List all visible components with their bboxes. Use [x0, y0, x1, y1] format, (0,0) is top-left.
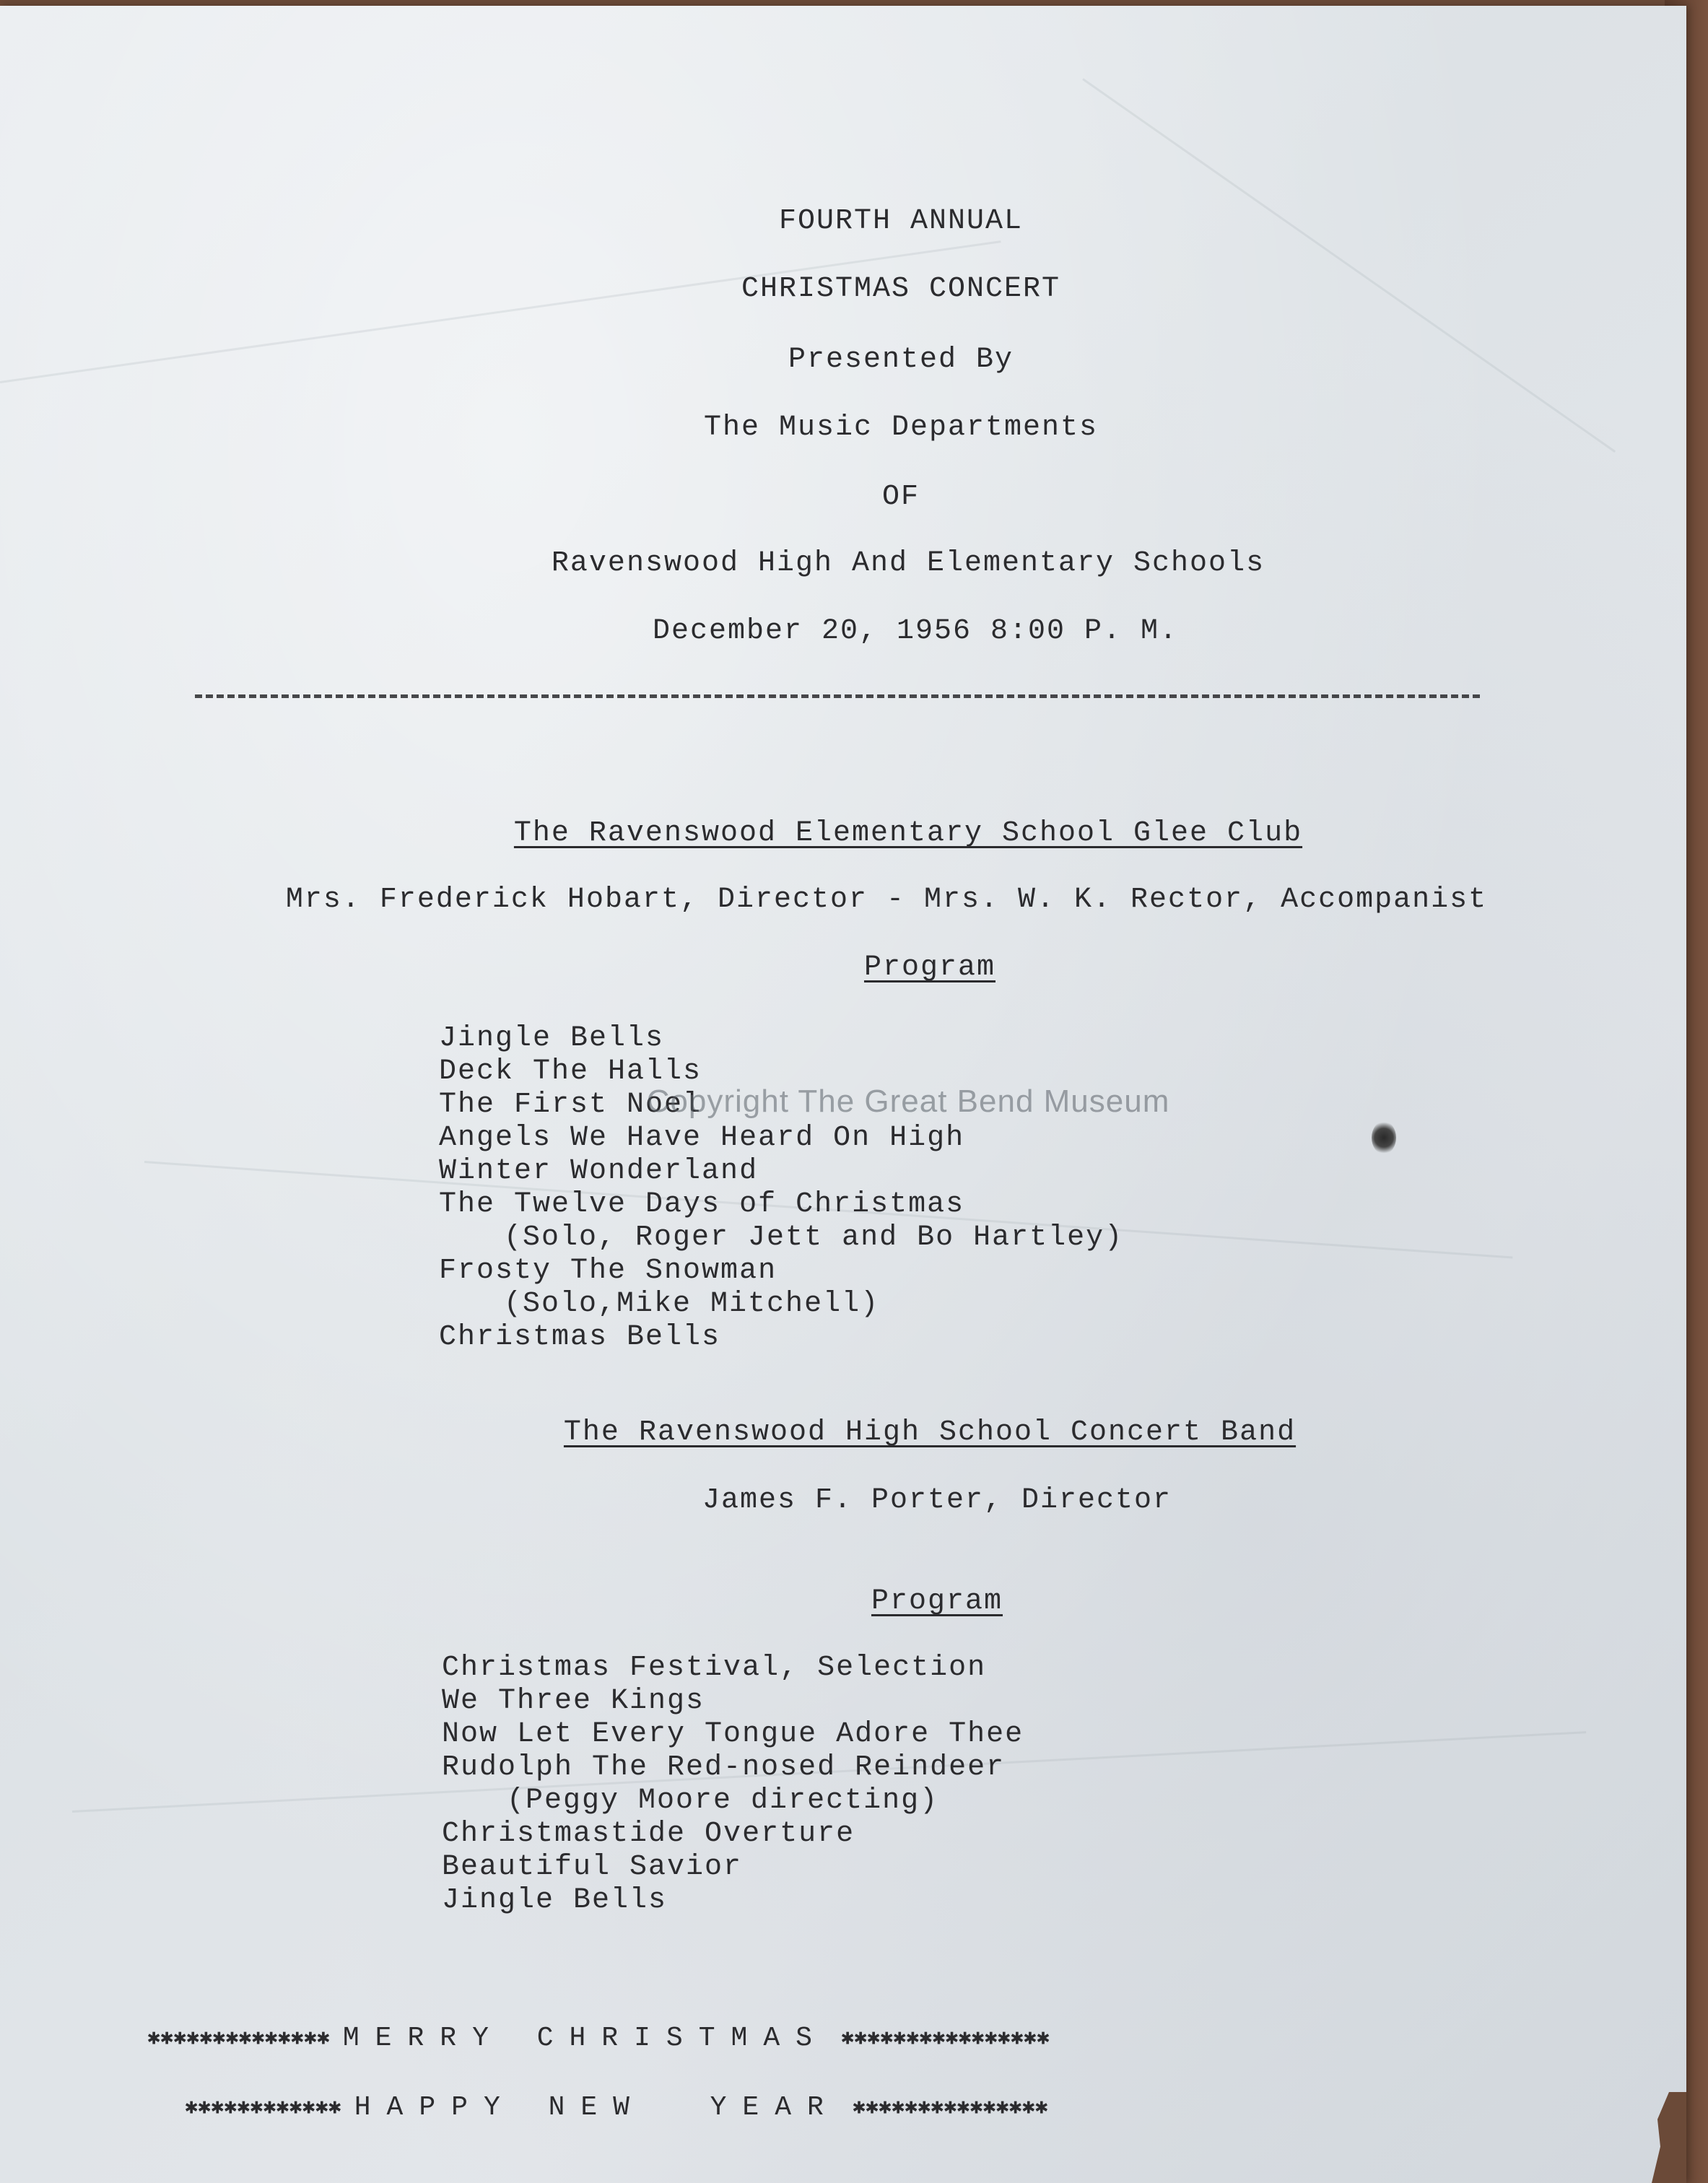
- glee-club-program-list: [439, 1022, 1123, 1354]
- star-row-right: ✱✱✱✱✱✱✱✱✱✱✱✱✱✱✱: [852, 2096, 1048, 2121]
- program-item-note: (Solo,Mike Mitchell): [504, 1288, 880, 1320]
- header-line-of: OF: [881, 481, 920, 513]
- program-item-note: (Peggy Moore directing): [507, 1785, 939, 1817]
- header-line-date: December 20, 1956 8:00 P. M.: [652, 615, 1179, 648]
- footer-merry-christmas: [147, 2023, 1050, 2054]
- greeting-merry-christmas: MERRY CHRISTMAS: [342, 2023, 828, 2054]
- star-row-left: ✱✱✱✱✱✱✱✱✱✱✱✱✱✱: [147, 2026, 330, 2052]
- program-item: The First Noel: [439, 1089, 702, 1121]
- program-item: Deck The Halls: [439, 1055, 702, 1088]
- copyright-watermark: Copyright The Great Bend Museum: [646, 1084, 1170, 1119]
- program-item: Christmastide Overture: [442, 1818, 855, 1850]
- concert-program-sheet: [0, 6, 1686, 2183]
- glee-club-title: The Ravenswood Elementary School Glee Club: [513, 817, 1303, 850]
- header-line-presented: Presented By: [788, 344, 1014, 376]
- star-row-right: ✱✱✱✱✱✱✱✱✱✱✱✱✱✱✱✱: [840, 2026, 1050, 2052]
- ink-smudge: [1372, 1121, 1396, 1154]
- header-line-concert: CHRISTMAS CONCERT: [741, 273, 1061, 305]
- program-item: The Twelve Days of Christmas: [439, 1188, 965, 1221]
- program-item: Winter Wonderland: [439, 1155, 759, 1188]
- star-row-left: ✱✱✱✱✱✱✱✱✱✱✱✱: [185, 2096, 341, 2121]
- program-item: Christmas Bells: [439, 1321, 721, 1354]
- header-line-departments: The Music Departments: [703, 411, 1099, 444]
- program-item: Rudolph The Red-nosed Reindeer: [442, 1751, 1006, 1784]
- header-line-annual: FOURTH ANNUAL: [778, 205, 1024, 238]
- program-item: Now Let Every Tongue Adore Thee: [442, 1718, 1024, 1751]
- program-item: Christmas Festival, Selection: [442, 1652, 987, 1684]
- dashed-divider: [195, 694, 1480, 698]
- glee-club-program-heading: Program: [863, 951, 996, 984]
- paper-crease: [1082, 78, 1616, 453]
- program-item: Jingle Bells: [442, 1884, 668, 1917]
- program-item: Frosty The Snowman: [439, 1255, 777, 1287]
- paper-tear: [1629, 2092, 1686, 2183]
- greeting-happy-new-year: HAPPY NEW YEAR: [354, 2092, 840, 2123]
- program-item-note: (Solo, Roger Jett and Bo Hartley): [504, 1221, 1124, 1254]
- program-item: Jingle Bells: [439, 1022, 665, 1055]
- glee-club-staff: Mrs. Frederick Hobart, Director - Mrs. W. K. Rector, Accompanist: [285, 884, 1488, 916]
- footer-happy-new-year: [185, 2092, 1048, 2123]
- band-program-heading: Program: [871, 1585, 1003, 1618]
- program-item: Beautiful Savior: [442, 1851, 743, 1883]
- band-program-list: [442, 1652, 1024, 1917]
- header-line-schools: Ravenswood High And Elementary Schools: [551, 547, 1265, 580]
- program-item: We Three Kings: [442, 1685, 705, 1717]
- band-staff: James F. Porter, Director: [702, 1484, 1172, 1517]
- band-title: The Ravenswood High School Concert Band: [563, 1416, 1297, 1449]
- program-item: Angels We Have Heard On High: [439, 1122, 965, 1154]
